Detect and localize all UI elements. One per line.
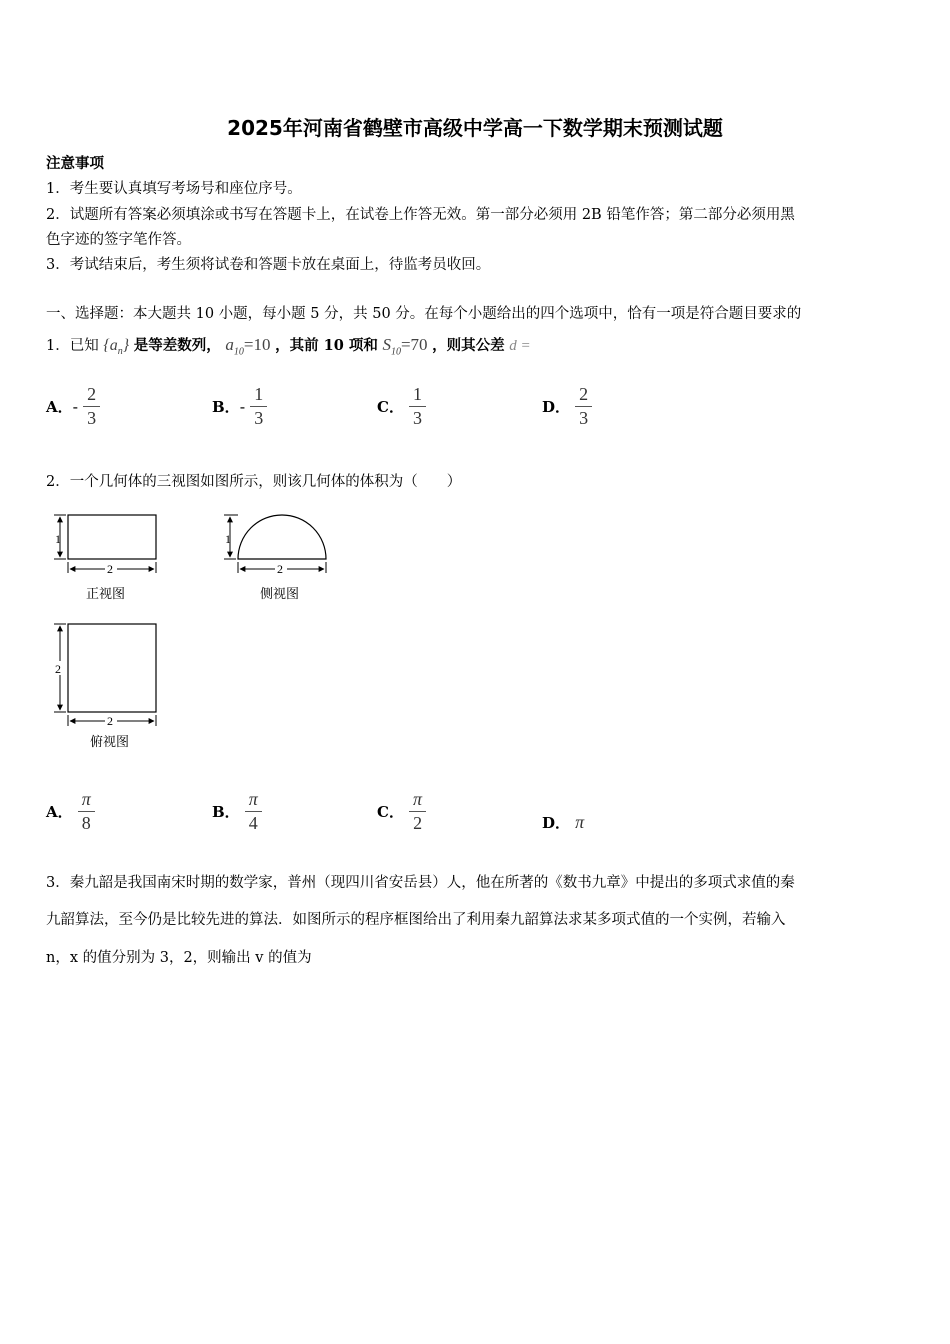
q2-option-a[interactable]: A． $\frac{\pi}{8}$ [46, 789, 95, 834]
q1-text-2: ，其前 10 项和 [275, 337, 378, 354]
side-view-caption: 侧视图 [260, 587, 300, 602]
q1-d: d = [509, 338, 531, 354]
q1-option-c[interactable]: C． $\frac{1}{3}$ [377, 384, 426, 429]
question-2: 2．一个几何体的三视图如图所示，则该几何体的体积为（ ） [46, 474, 462, 490]
side-width-label: 2 [277, 562, 283, 576]
side-height-label: 1 [225, 532, 231, 546]
q2-option-d[interactable]: D． π [542, 812, 585, 832]
front-height-label: 1 [55, 532, 61, 546]
q1-sequence-an: $\{a_n\}$ [103, 337, 130, 358]
q1-text-3: ，则其公差 [432, 337, 505, 354]
three-view-diagram [44, 505, 344, 745]
q2-option-c[interactable]: C． $\frac{\pi}{2}$ [377, 789, 426, 834]
question-3-line-1: 3．秦九韶是我国南宋时期的数学家，普州（现四川省安岳县）人，他在所著的《数书九章》中提出的多项式求值的秦 [46, 875, 795, 891]
section-heading: 一、选择题：本大题共 10 小题，每小题 5 分，共 50 分。在每个小题给出的四个选项中，恰有一项是符合题目要求的 [46, 306, 802, 322]
notice-item-2: 2．试题所有答案必须填涂或书写在答题卡上，在试卷上作答无效。第一部分必须用 2B 铅笔作答；第二部分必须用黑 [46, 207, 795, 223]
front-view [54, 515, 156, 576]
question-1 [46, 329, 531, 361]
page-title: 2025年河南省鹤壁市高级中学高一下数学期末预测试题 [227, 116, 723, 140]
top-height-label: 2 [55, 662, 61, 676]
notice-item-2-cont: 色字迹的签字笔作答。 [46, 232, 191, 248]
q1-option-a[interactable]: A．- $\frac{2}{3}$ [46, 384, 100, 429]
q1-s10: $S_{10}=70$ [382, 335, 428, 358]
question-3-line-3: n，x 的值分别为 3，2，则输出 v 的值为 [46, 950, 312, 966]
top-view-caption: 俯视图 [90, 735, 130, 750]
notice-item-1: 1．考生要认真填写考场号和座位序号。 [46, 181, 302, 197]
question-3-line-2: 九韶算法，至今仍是比较先进的算法．如图所示的程序框图给出了利用秦九韶算法求某多项式值的一个实例，若输入 [46, 912, 786, 928]
side-view [224, 515, 326, 576]
q1-text-1: 是等差数列， [133, 337, 221, 354]
notice-heading: 注意事项 [46, 155, 104, 172]
q1-a10: $a_{10}=10$ [225, 335, 271, 358]
q2-option-b[interactable]: B． $\frac{\pi}{4}$ [212, 789, 262, 834]
front-view-caption: 正视图 [86, 587, 126, 602]
top-view [54, 624, 156, 728]
q1-option-b[interactable]: B．- $\frac{1}{3}$ [212, 384, 267, 429]
front-width-label: 2 [107, 562, 113, 576]
notice-item-3: 3．考试结束后，考生须将试卷和答题卡放在桌面上，待监考员收回。 [46, 257, 491, 273]
top-width-label: 2 [107, 714, 113, 728]
q1-option-d[interactable]: D． $\frac{2}{3}$ [542, 384, 592, 429]
q1-number: 1．已知 [46, 338, 99, 354]
